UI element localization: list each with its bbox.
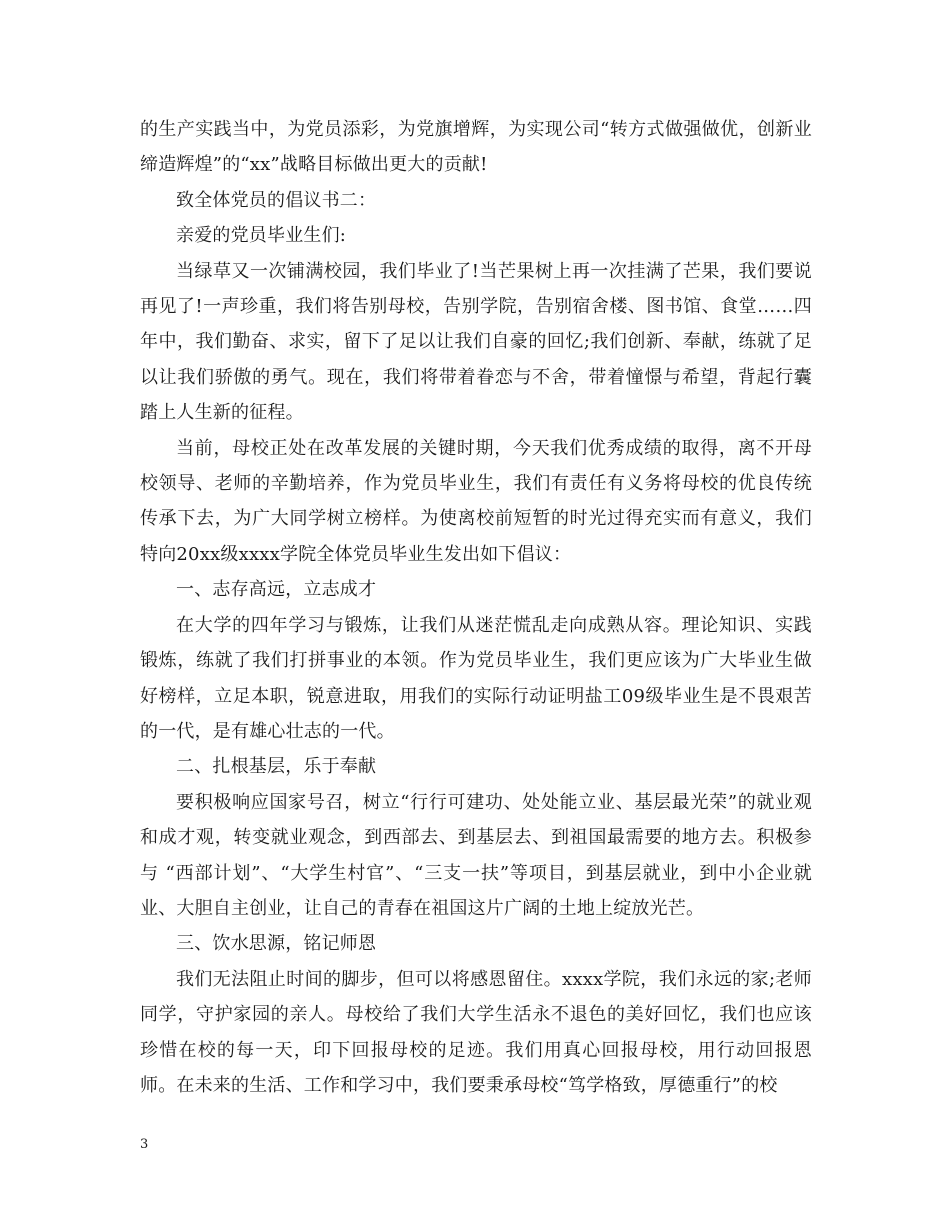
paragraph-graduation: 当绿草又一次铺满校园，我们毕业了!当芒果树上再一次挂满了芒果，我们要说再见了!一声珍重，我们将告别母校，告别学院，告别宿舍楼、图书馆、食堂……四年中，我们勤奋、求实，留下了足以让我们自豪的回忆;我们创新、奉献，练就了足以让我们骄傲的勇气。现在，我们将带着眷恋与不舍，带着憧憬与希望，背起行囊踏上人生新的征程。	[140, 260, 812, 424]
heading-point-one: 一、志存高远，立志成才	[176, 579, 377, 601]
paragraph-point-two: 要积极响应国家号召，树立“行行可建功、处处能立业、基层最光荣”的就业观和成才观，转变就业观念，到西部去、到基层去、到祖国最需要的地方去。积极参与 “西部计划”、“大学生村官”、“三支一扶”等项目，到基层就业，到中小企业就业、大胆自主创业，让自己的青春在祖国这片广阔的土地上绽放光芒。	[140, 791, 812, 919]
paragraph-continuation: 的生产实践当中，为党员添彩，为党旗增辉，为实现公司“转方式做强做优，创新业缔造辉煌”的“xx”战略目标做出更大的贡献!	[140, 119, 812, 176]
paragraph-proposal-intro: 当前，母校正处在改革发展的关键时期，今天我们优秀成绩的取得，离不开母校领导、老师的辛勤培养，作为党员毕业生，我们有责任有义务将母校的优良传统传承下去，为广大同学树立榜样。为使离校前短暂的时光过得充实而有意义，我们特向20xx级xxxx学院全体党员毕业生发出如下倡议：	[140, 437, 812, 565]
heading-point-two: 二、扎根基层，乐于奉献	[176, 756, 377, 778]
page-number: 3	[140, 1137, 149, 1152]
paragraph-point-three: 我们无法阻止时间的脚步，但可以将感恩留住。xxxx学院，我们永远的家;老师同学，守护家园的亲人。母校给了我们大学生活永不退色的美好回忆，我们也应该珍惜在校的每一天，印下回报母校的足迹。我们用真心回报母校，用行动回报恩师。在未来的生活、工作和学习中，我们要秉承母校“笃学格致，厚德重行”的校	[140, 968, 812, 1096]
document-body	[140, 112, 812, 1103]
section-title-proposal-two: 致全体党员的倡议书二：	[176, 189, 377, 211]
salutation: 亲爱的党员毕业生们:	[176, 225, 347, 247]
heading-point-three: 三、饮水思源，铭记师恩	[176, 933, 377, 955]
paragraph-point-one: 在大学的四年学习与锻炼，让我们从迷茫慌乱走向成熟从容。理论知识、实践锻炼，练就了我们打拼事业的本领。作为党员毕业生，我们更应该为广大毕业生做好榜样，立足本职，锐意进取，用我们的实际行动证明盐工09级毕业生是不畏艰苦的一代，是有雄心壮志的一代。	[140, 614, 812, 742]
